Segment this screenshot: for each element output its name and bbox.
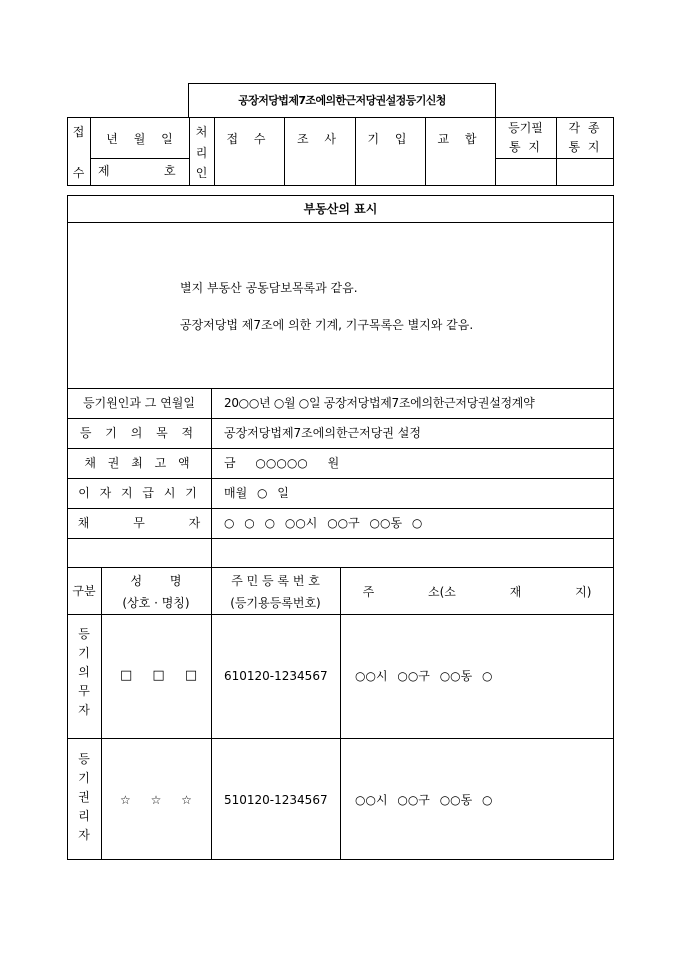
number-label-b: 호 <box>164 164 176 178</box>
number-label-a: 제 <box>98 164 110 178</box>
property-line-1: 별지 부동산 공동담보목록과 같음. <box>180 281 358 295</box>
col-entry: 기 입 <box>367 132 413 146</box>
party-reg-obligee: 510120-1234567 <box>224 793 328 807</box>
party-reg-obligor: 610120-1234567 <box>224 669 328 683</box>
col-various-2: 통 지 <box>568 140 602 154</box>
field-value-debtor: ○ ○ ○ ○○시 ○○구 ○○동 ○ <box>224 516 423 530</box>
party-name-obligee: ☆ ☆ ☆ <box>120 793 192 807</box>
party-role-obligee: 등 기 권 리 자 <box>78 752 90 842</box>
process-label-2: 리 <box>195 146 208 160</box>
property-line-2: 공장저당법 제7조에 의한 기계, 기구목록은 별지와 같음. <box>180 318 474 332</box>
form-title: 공장저당법제7조에의한근저당권설정등기신청 <box>238 94 446 107</box>
field-label-interest: 이 자 지 급 시 기 <box>78 486 200 500</box>
col-receipt: 접 수 <box>226 132 272 146</box>
party-addr-obligee: ○○시 ○○구 ○○동 ○ <box>355 793 493 807</box>
parties-reg-2: (등기용등록번호) <box>230 596 321 610</box>
field-label-max-amount: 채 권 최 고 액 <box>84 456 194 470</box>
parties-name-2: (상호 · 명칭) <box>122 596 190 610</box>
col-notice-1: 등기필 <box>508 121 543 135</box>
col-inspect: 조 사 <box>297 132 342 146</box>
col-various-1: 각 종 <box>568 121 602 135</box>
col-collate: 교 합 <box>437 132 483 146</box>
field-value-max-amount: 금 ○○○○○ 원 <box>224 456 340 470</box>
party-role-obligor: 등 기 의 무 자 <box>78 627 90 717</box>
property-heading: 부동산의 표시 <box>303 202 378 216</box>
date-label: 년 월 일 <box>106 132 179 146</box>
parties-addr: 주 소(소 재 지) <box>362 585 592 599</box>
field-value-cause: 20○○년 ○월 ○일 공장저당법제7조에의한근저당권설정계약 <box>224 396 535 410</box>
field-label-purpose: 등 기 의 목 적 <box>79 426 199 440</box>
process-label-3: 인 <box>195 166 208 180</box>
party-addr-obligor: ○○시 ○○구 ○○동 ○ <box>355 669 493 683</box>
parties-reg-1: 주 민 등 록 번 호 <box>231 574 320 588</box>
parties-gubun: 구분 <box>72 584 96 598</box>
field-value-purpose: 공장저당법제7조에의한근저당권 설정 <box>224 426 421 440</box>
field-label-cause: 등기원인과 그 연월일 <box>83 396 195 410</box>
parties-name-1: 성 명 <box>130 574 182 588</box>
receipt-label-1: 접 <box>72 125 85 139</box>
field-value-interest: 매월 ○ 일 <box>224 486 289 500</box>
party-name-obligor: □ □ □ <box>120 668 198 683</box>
col-notice-2: 통 지 <box>509 140 542 154</box>
receipt-label-2: 수 <box>72 166 85 180</box>
process-label-1: 처 <box>195 125 208 139</box>
field-label-debtor: 채 무 자 <box>77 516 201 530</box>
